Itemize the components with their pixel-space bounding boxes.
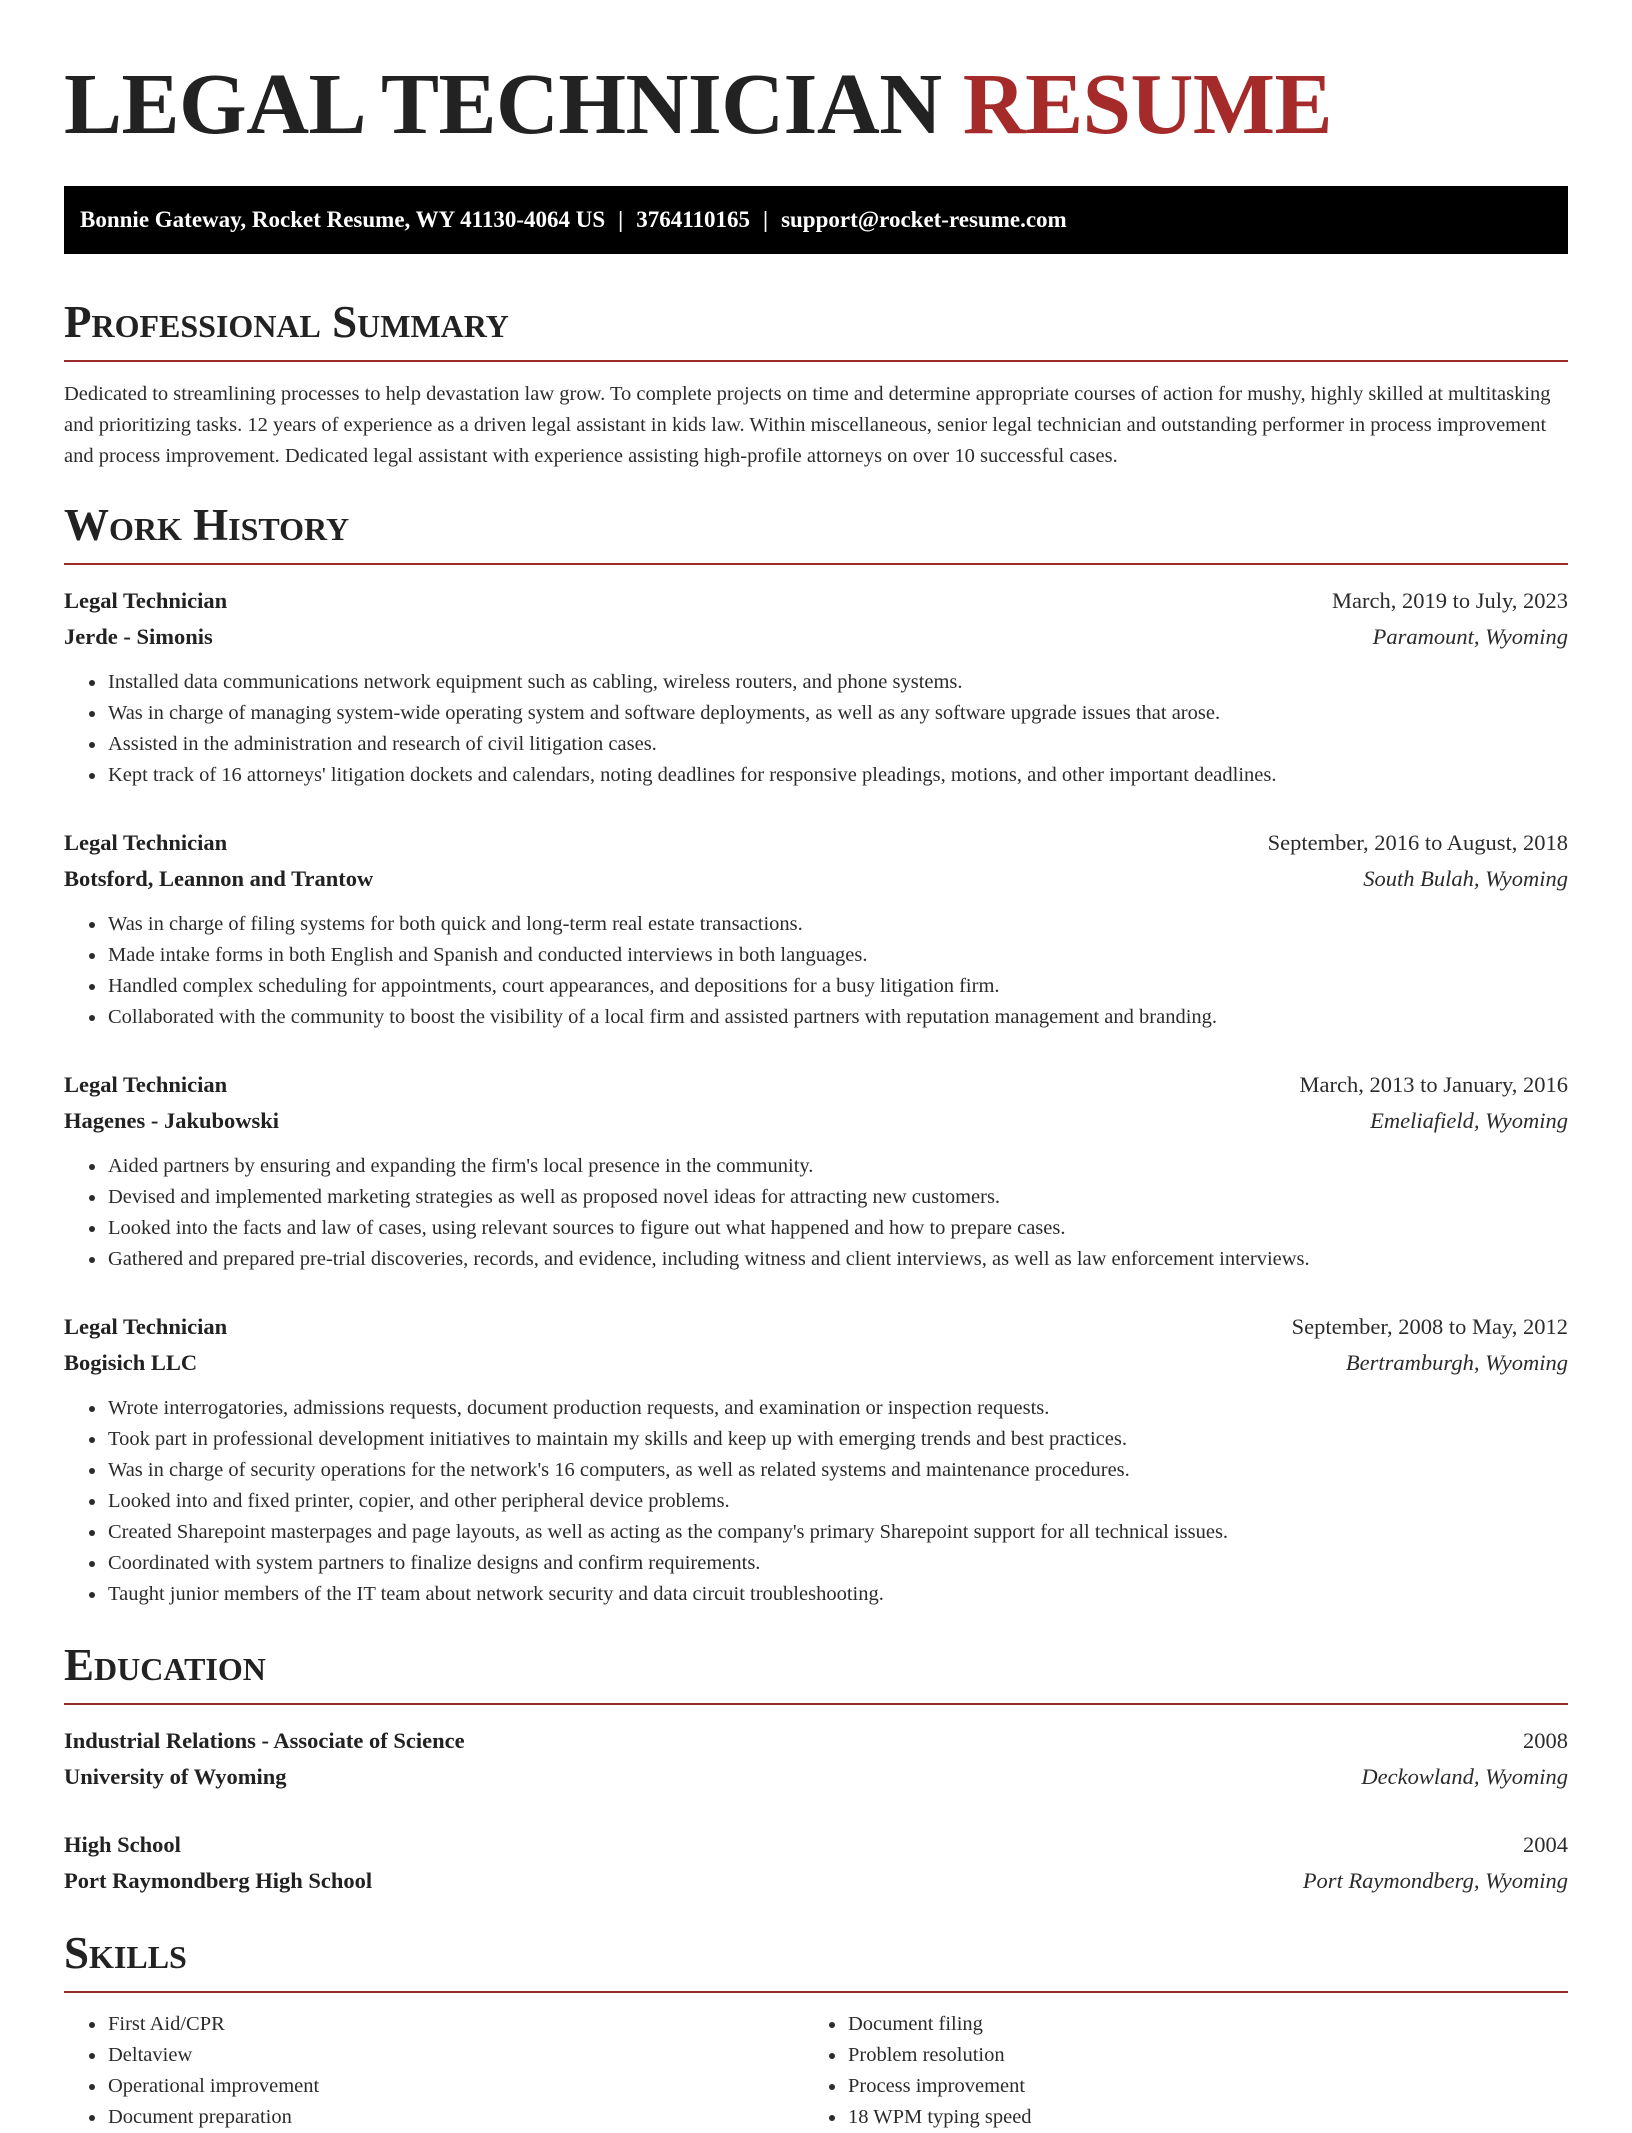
skills-bullets — [64, 2009, 804, 2133]
job-title: Legal Technician — [64, 1072, 228, 1097]
job-location: South Bulah, Wyoming — [1363, 866, 1568, 891]
skill-item: • Deltaview — [107, 2040, 804, 2071]
education-degree: Industrial Relations - Associate of Science — [64, 1728, 465, 1753]
education-year: 2008 — [1523, 1728, 1568, 1753]
job-location: Paramount, Wyoming — [1372, 624, 1568, 649]
job-bullet: • Was in charge of filing systems for both quick and long-term real estate transactions. — [107, 909, 1568, 940]
resume-page — [64, 0, 1568, 2133]
title-accent: RESUME — [962, 55, 1333, 152]
contact-phone[interactable]: 3764110165 — [636, 207, 750, 232]
job-location: Emeliafield, Wyoming — [1370, 1108, 1568, 1133]
job-bullet: • Coordinated with system partners to finalize designs and confirm requirements. — [107, 1548, 1568, 1579]
job-company-row — [64, 1345, 1568, 1381]
education-degree-row — [64, 1723, 1568, 1759]
education-entry — [64, 1827, 1568, 1899]
job-bullet: • Installed data communications network equipment such as cabling, wireless routers, and phone systems. — [107, 667, 1568, 698]
contact-email[interactable]: support@rocket-resume.com — [781, 207, 1067, 232]
skill-item: • Process improvement — [847, 2071, 1544, 2102]
skill-item: • Document preparation — [107, 2102, 804, 2133]
job-bullet: • Assisted in the administration and research of civil litigation cases. — [107, 729, 1568, 760]
skill-item: • Document filing — [847, 2009, 1544, 2040]
job-bullet: • Made intake forms in both English and Spanish and conducted interviews in both languages. — [107, 940, 1568, 971]
job-company-row — [64, 1103, 1568, 1139]
job-entry — [64, 583, 1568, 791]
section-heading-skills: Skills — [64, 1927, 1568, 1993]
contact-separator: | — [618, 207, 624, 232]
section-heading-education: Education — [64, 1639, 1568, 1705]
section-heading-summary: Professional Summary — [64, 296, 1568, 362]
job-bullet: • Kept track of 16 attorneys' litigation dockets and calendars, noting deadlines for responsive pleadings, motions, and other important deadlines. — [107, 760, 1568, 791]
summary-text: Dedicated to streamlining processes to help devastation law grow. To complete projects on time and determine appropriate courses of action for mushy, highly skilled at multitasking and prioritizing tasks. 12 years of experience as a driven legal assistant in kids law. Within miscellaneous, senior legal technician and outstanding performer in process improvement and process improvement. Dedicated legal assistant with experience assisting high-profile attorneys on over 10 successful cases. — [64, 383, 1551, 467]
skill-item: • First Aid/CPR — [107, 2009, 804, 2040]
job-company-row — [64, 619, 1568, 655]
job-company: Botsford, Leannon and Trantow — [64, 866, 374, 891]
job-bullets — [64, 667, 1568, 791]
job-title: Legal Technician — [64, 830, 228, 855]
skill-item: • Problem resolution — [847, 2040, 1544, 2071]
job-dates: March, 2019 to July, 2023 — [1331, 588, 1568, 613]
contact-bar — [64, 186, 1568, 254]
skills-list — [64, 2009, 1568, 2133]
contact-address: Bonnie Gateway, Rocket Resume, WY 41130-4064 US — [80, 207, 606, 232]
job-company: Hagenes - Jakubowski — [64, 1108, 280, 1133]
job-company: Jerde - Simonis — [64, 624, 213, 649]
job-bullet: • Gathered and prepared pre-trial discoveries, records, and evidence, including witness and client interviews, as well as law enforcement interviews. — [107, 1244, 1568, 1275]
job-title: Legal Technician — [64, 588, 228, 613]
title-main: LEGAL TECHNICIAN — [64, 55, 942, 152]
job-title-row — [64, 1067, 1568, 1103]
education-school: Port Raymondberg High School — [64, 1868, 373, 1893]
job-dates: September, 2008 to May, 2012 — [1291, 1314, 1568, 1339]
job-dates: March, 2013 to January, 2016 — [1299, 1072, 1568, 1097]
job-company: Bogisich LLC — [64, 1350, 198, 1375]
education-year: 2004 — [1523, 1832, 1568, 1857]
job-bullet: • Aided partners by ensuring and expanding the firm's local presence in the community. — [107, 1151, 1568, 1182]
job-bullets — [64, 909, 1568, 1033]
job-bullet: • Looked into the facts and law of cases, using relevant sources to figure out what happened and how to prepare cases. — [107, 1213, 1568, 1244]
education-school-row — [64, 1863, 1568, 1899]
education-location: Port Raymondberg, Wyoming — [1302, 1868, 1568, 1893]
job-bullet: • Was in charge of managing system-wide operating system and software deployments, as well as any software upgrade issues that arose. — [107, 698, 1568, 729]
education-degree: High School — [64, 1832, 181, 1857]
job-title-row — [64, 583, 1568, 619]
job-bullet: • Created Sharepoint masterpages and page layouts, as well as acting as the company's primary Sharepoint support for all technical issues. — [107, 1517, 1568, 1548]
job-entry — [64, 1067, 1568, 1275]
job-dates: September, 2016 to August, 2018 — [1267, 830, 1568, 855]
job-title-row — [64, 825, 1568, 861]
job-title-row — [64, 1309, 1568, 1345]
job-bullet: • Taught junior members of the IT team about network security and data circuit troubleshooting. — [107, 1579, 1568, 1610]
education-entry — [64, 1723, 1568, 1795]
job-entry — [64, 825, 1568, 1033]
skill-item: • Operational improvement — [107, 2071, 804, 2102]
job-bullet: • Took part in professional development initiatives to maintain my skills and keep up with emerging trends and best practices. — [107, 1424, 1568, 1455]
job-bullets — [64, 1393, 1568, 1610]
job-bullet: • Wrote interrogatories, admissions requests, document production requests, and examination or inspection requests. — [107, 1393, 1568, 1424]
education-school-row — [64, 1759, 1568, 1795]
job-company-row — [64, 861, 1568, 897]
education-school: University of Wyoming — [64, 1764, 287, 1789]
job-bullets — [64, 1151, 1568, 1275]
job-bullet: • Handled complex scheduling for appointments, court appearances, and depositions for a busy litigation firm. — [107, 971, 1568, 1002]
job-bullet: • Devised and implemented marketing strategies as well as proposed novel ideas for attracting new customers. — [107, 1182, 1568, 1213]
skill-item: • 18 WPM typing speed — [847, 2102, 1544, 2133]
skills-bullets — [804, 2009, 1544, 2133]
job-bullet: • Collaborated with the community to boost the visibility of a local firm and assisted partners with reputation management and branding. — [107, 1002, 1568, 1033]
skills-column-right — [804, 2009, 1544, 2133]
job-bullet: • Was in charge of security operations for the network's 16 computers, as well as related systems and maintenance procedures. — [107, 1455, 1568, 1486]
job-entry — [64, 1309, 1568, 1610]
job-location: Bertramburgh, Wyoming — [1345, 1350, 1568, 1375]
contact-separator: | — [762, 207, 769, 232]
section-heading-work-history: Work History — [64, 499, 1568, 565]
education-degree-row — [64, 1827, 1568, 1863]
job-title: Legal Technician — [64, 1314, 228, 1339]
resume-title — [64, 55, 1568, 152]
job-bullet: • Looked into and fixed printer, copier, and other peripheral device problems. — [107, 1486, 1568, 1517]
skills-column-left — [64, 2009, 804, 2133]
education-location: Deckowland, Wyoming — [1361, 1764, 1568, 1789]
